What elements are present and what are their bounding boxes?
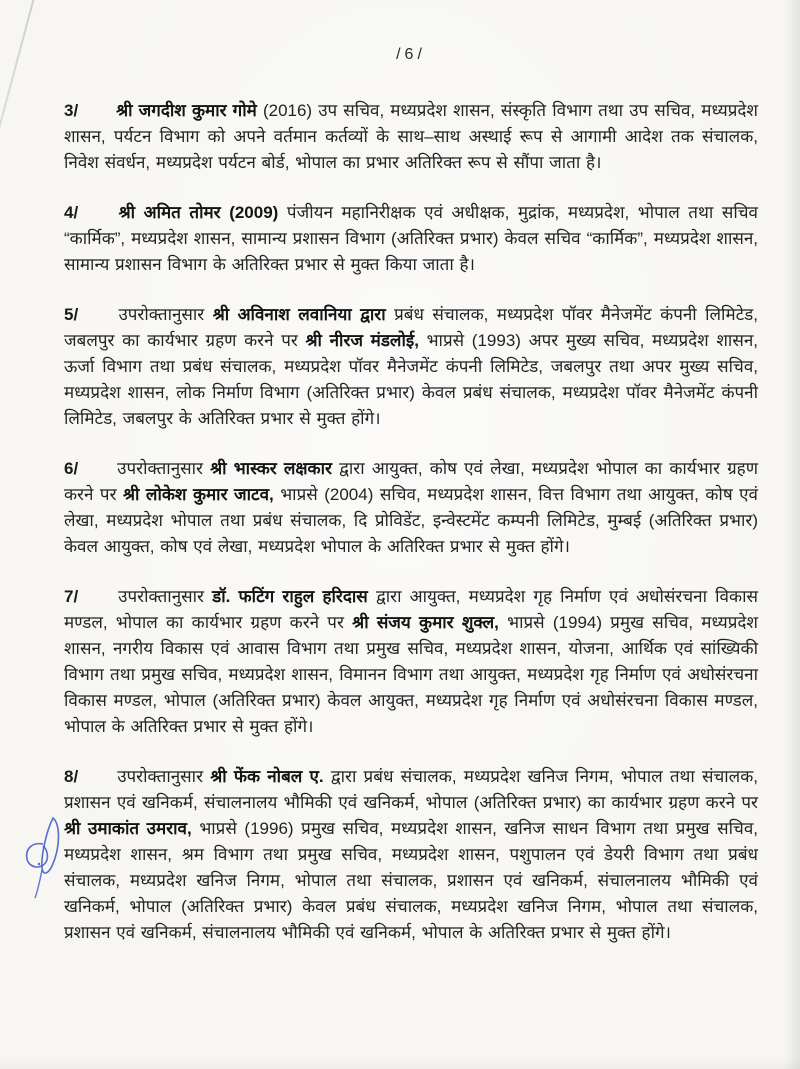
paragraph-4 (64, 200, 758, 278)
scan-edge-shadow-right (784, 0, 800, 1069)
document-body (64, 0, 758, 946)
person-name: श्री फेंक नोबल ए. (210, 767, 324, 786)
para-number: 6/ (64, 459, 79, 478)
person-name: श्री जगदीश कुमार गोमे (116, 101, 257, 120)
body-text: द्वारा आयुक्त, मध्यप्रदेश गृह निर्माण एवं अधोसंरचना विकास मण्डल, भोपाल का कार्यभार ग्रहण करने पर (64, 587, 758, 632)
para-number: 5/ (64, 305, 79, 324)
body-text: प्रबंध संचालक, मध्यप्रदेश पॉवर मैनेजमेंट कंपनी लिमिटेड, जबलपुर का कार्यभार ग्रहण करने पर (64, 305, 758, 350)
body-text: पंजीयन महानिरीक्षक एवं अधीक्षक, मुद्रांक, मध्यप्रदेश, भोपाल तथा सचिव “कार्मिक”, मध्यप्रदेश शासन, सामान्य प्रशासन विभाग (अतिरिक्त प्रभार) केवल सचिव “कार्मिक”, मध्यप्रदेश शासन, सामान्य प्रशासन विभाग के अतिरिक्त प्रभार से मुक्त किया जाता है। (64, 203, 758, 274)
paragraph-6 (64, 456, 758, 560)
person-name: श्री नीरज मंडलोई, (305, 331, 419, 350)
scan-crease-line (0, 0, 36, 147)
body-text: भाप्रसे (2004) सचिव, मध्यप्रदेश शासन, वित्त विभाग तथा आयुक्त, कोष एवं लेखा, मध्यप्रदेश भोपाल तथा प्रबंध संचालक, दि प्रोविडेंट, इन्वेस्टमेंट कम्पनी लिमिटेड, मुम्बई (अतिरिक्त प्रभार) केवल आयुक्त, कोष एवं लेखा, मध्यप्रदेश भोपाल के अतिरिक्त प्रभार से मुक्त होंगे। (64, 485, 758, 556)
person-name: श्री अमित तोमर (2009) (118, 203, 279, 222)
paragraph-5 (64, 302, 758, 432)
paragraph-8 (64, 764, 758, 946)
para-number: 3/ (64, 101, 79, 120)
para-number: 8/ (64, 767, 79, 786)
body-text: भाप्रसे (1993) अपर मुख्य सचिव, मध्यप्रदेश शासन, ऊर्जा विभाग तथा प्रबंध संचालक, मध्यप्रदेश पॉवर मैनेजमेंट कंपनी लिमिटेड, जबलपुर तथा अपर मुख्य सचिव, मध्यप्रदेश शासन, लोक निर्माण विभाग (अतिरिक्त प्रभार) केवल प्रबंध संचालक, मध्यप्रदेश पॉवर मैनेजमेंट कंपनी लिमिटेड, जबलपुर के अतिरिक्त प्रभार से मुक्त होंगे। (64, 331, 758, 428)
lead-word: उपरोक्तानुसार (118, 587, 204, 606)
paragraph-3 (64, 98, 758, 176)
person-name: श्री अविनाश लवानिया द्वारा (212, 305, 386, 324)
para-number: 7/ (64, 587, 79, 606)
person-name: डॉ. फटिंग राहुल हरिदास (212, 587, 368, 606)
para-number: 4/ (64, 203, 79, 222)
body-text: (2016) उप सचिव, मध्यप्रदेश शासन, संस्कृति विभाग तथा उप सचिव, मध्यप्रदेश शासन, पर्यटन विभाग को अपने वर्तमान कर्तव्यों के साथ–साथ अस्थाई रूप से आगामी आदेश तक संचालक, निवेश संवर्धन, मध्यप्रदेश पर्यटन बोर्ड, भोपाल का प्रभार अतिरिक्त रूप से सौंपा जाता है। (64, 101, 758, 172)
page-number: /6/ (396, 46, 426, 63)
body-text: द्वारा आयुक्त, कोष एवं लेखा, मध्यप्रदेश भोपाल का कार्यभार ग्रहण करने पर (64, 459, 758, 504)
scan-edge-shadow-bottom (0, 1057, 800, 1069)
person-name: श्री उमाकांत उमराव, (64, 819, 192, 838)
body-text: भाप्रसे (1996) प्रमुख सचिव, मध्यप्रदेश शासन, खनिज साधन विभाग तथा प्रमुख सचिव, मध्यप्रदेश शासन, श्रम विभाग तथा प्रमुख सचिव, मध्यप्रदेश शासन, पशुपालन एवं डेयरी विभाग तथा प्रबंध संचालक, मध्यप्रदेश खनिज निगम, भोपाल तथा संचालक, प्रशासन एवं खनिकर्म, संचालनालय भौमिकी एवं खनिकर्म, भोपाल (अतिरिक्त प्रभार) केवल प्रबंध संचालक, मध्यप्रदेश खनिज निगम, भोपाल तथा संचालक, प्रशासन एवं खनिकर्म, संचालनालय भौमिकी एवं खनिकर्म, भोपाल के अतिरिक्त प्रभार से मुक्त होंगे। (64, 819, 758, 942)
person-name: श्री संजय कुमार शुक्ल, (352, 613, 499, 632)
person-name: श्री भास्कर लक्षकार (210, 459, 332, 478)
lead-word: उपरोक्तानुसार (118, 305, 205, 324)
person-name: श्री लोकेश कुमार जाटव, (123, 485, 274, 504)
paragraph-7 (64, 584, 758, 740)
lead-word: उपरोक्तानुसार (117, 459, 203, 478)
body-text: द्वारा प्रबंध संचालक, मध्यप्रदेश खनिज निगम, भोपाल तथा संचालक, प्रशासन एवं खनिकर्म, संचालनालय भौमिकी एवं खनिकर्म, भोपाल (अतिरिक्त प्रभार) का कार्यभार ग्रहण करने पर (64, 767, 758, 812)
lead-word: उपरोक्तानुसार (117, 767, 204, 786)
body-text: भाप्रसे (1994) प्रमुख सचिव, मध्यप्रदेश शासन, नगरीय विकास एवं आवास विभाग तथा प्रमुख सचिव, मध्यप्रदेश शासन, योजना, आर्थिक एवं सांख्यिकी विभाग तथा प्रमुख सचिव, मध्यप्रदेश शासन, विमानन विभाग तथा आयुक्त, मध्यप्रदेश गृह निर्माण एवं अधोसंरचना विकास मण्डल, भोपाल (अतिरिक्त प्रभार) केवल आयुक्त, मध्यप्रदेश गृह निर्माण एवं अधोसंरचना विकास मण्डल, भोपाल के अतिरिक्त प्रभार से मुक्त होंगे। (64, 613, 758, 736)
